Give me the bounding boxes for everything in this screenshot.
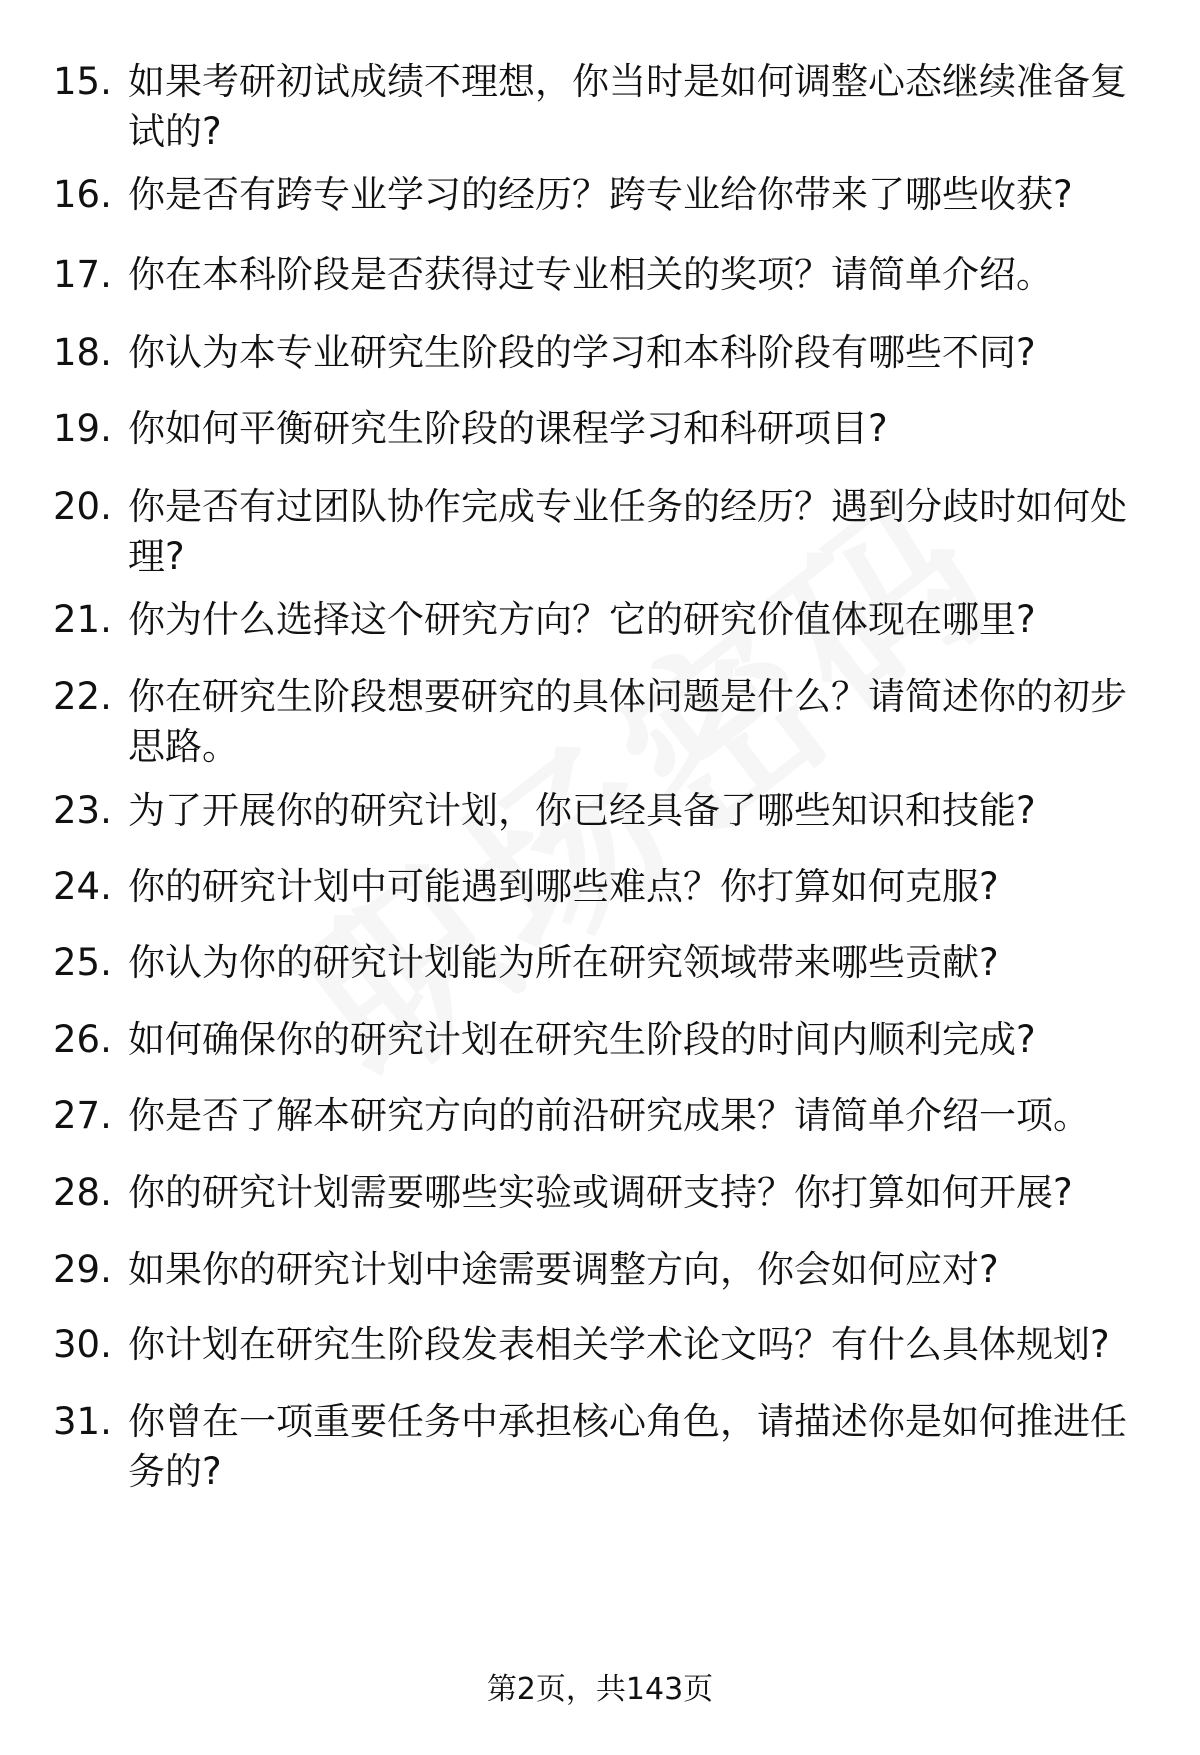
item-text: 如果你的研究计划中途需要调整方向，你会如何应对?	[128, 1248, 999, 1291]
item-number: 19.	[53, 407, 112, 450]
item-number: 26.	[53, 1018, 112, 1061]
item-number: 17.	[53, 253, 112, 296]
item-text: 你的研究计划中可能遇到哪些难点？你打算如何克服?	[128, 865, 999, 908]
item-text: 如果考研初试成绩不理想，你当时是如何调整心态继续准备复试的?	[128, 60, 1127, 153]
item-number: 27.	[53, 1094, 112, 1137]
item-number: 22.	[53, 675, 112, 718]
item-number: 28.	[53, 1171, 112, 1214]
item-text: 你是否有跨专业学习的经历？跨专业给你带来了哪些收获?	[128, 173, 1073, 216]
item-number: 15.	[53, 60, 112, 103]
item-text: 你的研究计划需要哪些实验或调研支持？你打算如何开展?	[128, 1171, 1073, 1214]
item-number: 25.	[53, 941, 112, 984]
item-text: 你为什么选择这个研究方向？它的研究价值体现在哪里?	[128, 598, 1036, 641]
item-number: 24.	[53, 865, 112, 908]
item-text: 你是否了解本研究方向的前沿研究成果？请简单介绍一项。	[128, 1094, 1090, 1137]
item-number: 16.	[53, 173, 112, 216]
item-number: 31.	[53, 1400, 112, 1443]
item-text: 为了开展你的研究计划，你已经具备了哪些知识和技能?	[128, 789, 1036, 832]
item-text: 你认为本专业研究生阶段的学习和本科阶段有哪些不同?	[128, 331, 1036, 374]
item-number: 23.	[53, 789, 112, 832]
item-number: 18.	[53, 331, 112, 374]
item-text: 你在研究生阶段想要研究的具体问题是什么？请简述你的初步思路。	[128, 675, 1127, 768]
page-footer: 第2页，共143页	[486, 1672, 714, 1707]
item-text: 你计划在研究生阶段发表相关学术论文吗？有什么具体规划?	[128, 1323, 1110, 1366]
item-text: 你在本科阶段是否获得过专业相关的奖项？请简单介绍。	[128, 253, 1053, 296]
item-text: 你曾在一项重要任务中承担核心角色，请描述你是如何推进任务的?	[128, 1400, 1127, 1493]
item-number: 21.	[53, 598, 112, 641]
item-text: 如何确保你的研究计划在研究生阶段的时间内顺利完成?	[128, 1018, 1036, 1061]
item-text: 你如何平衡研究生阶段的课程学习和科研项目?	[128, 407, 888, 450]
item-text: 你认为你的研究计划能为所在研究领域带来哪些贡献?	[128, 941, 999, 984]
item-number: 30.	[53, 1323, 112, 1366]
item-text: 你是否有过团队协作完成专业任务的经历？遇到分歧时如何处理?	[128, 485, 1127, 578]
item-number: 29.	[53, 1248, 112, 1291]
item-number: 20.	[53, 485, 112, 528]
